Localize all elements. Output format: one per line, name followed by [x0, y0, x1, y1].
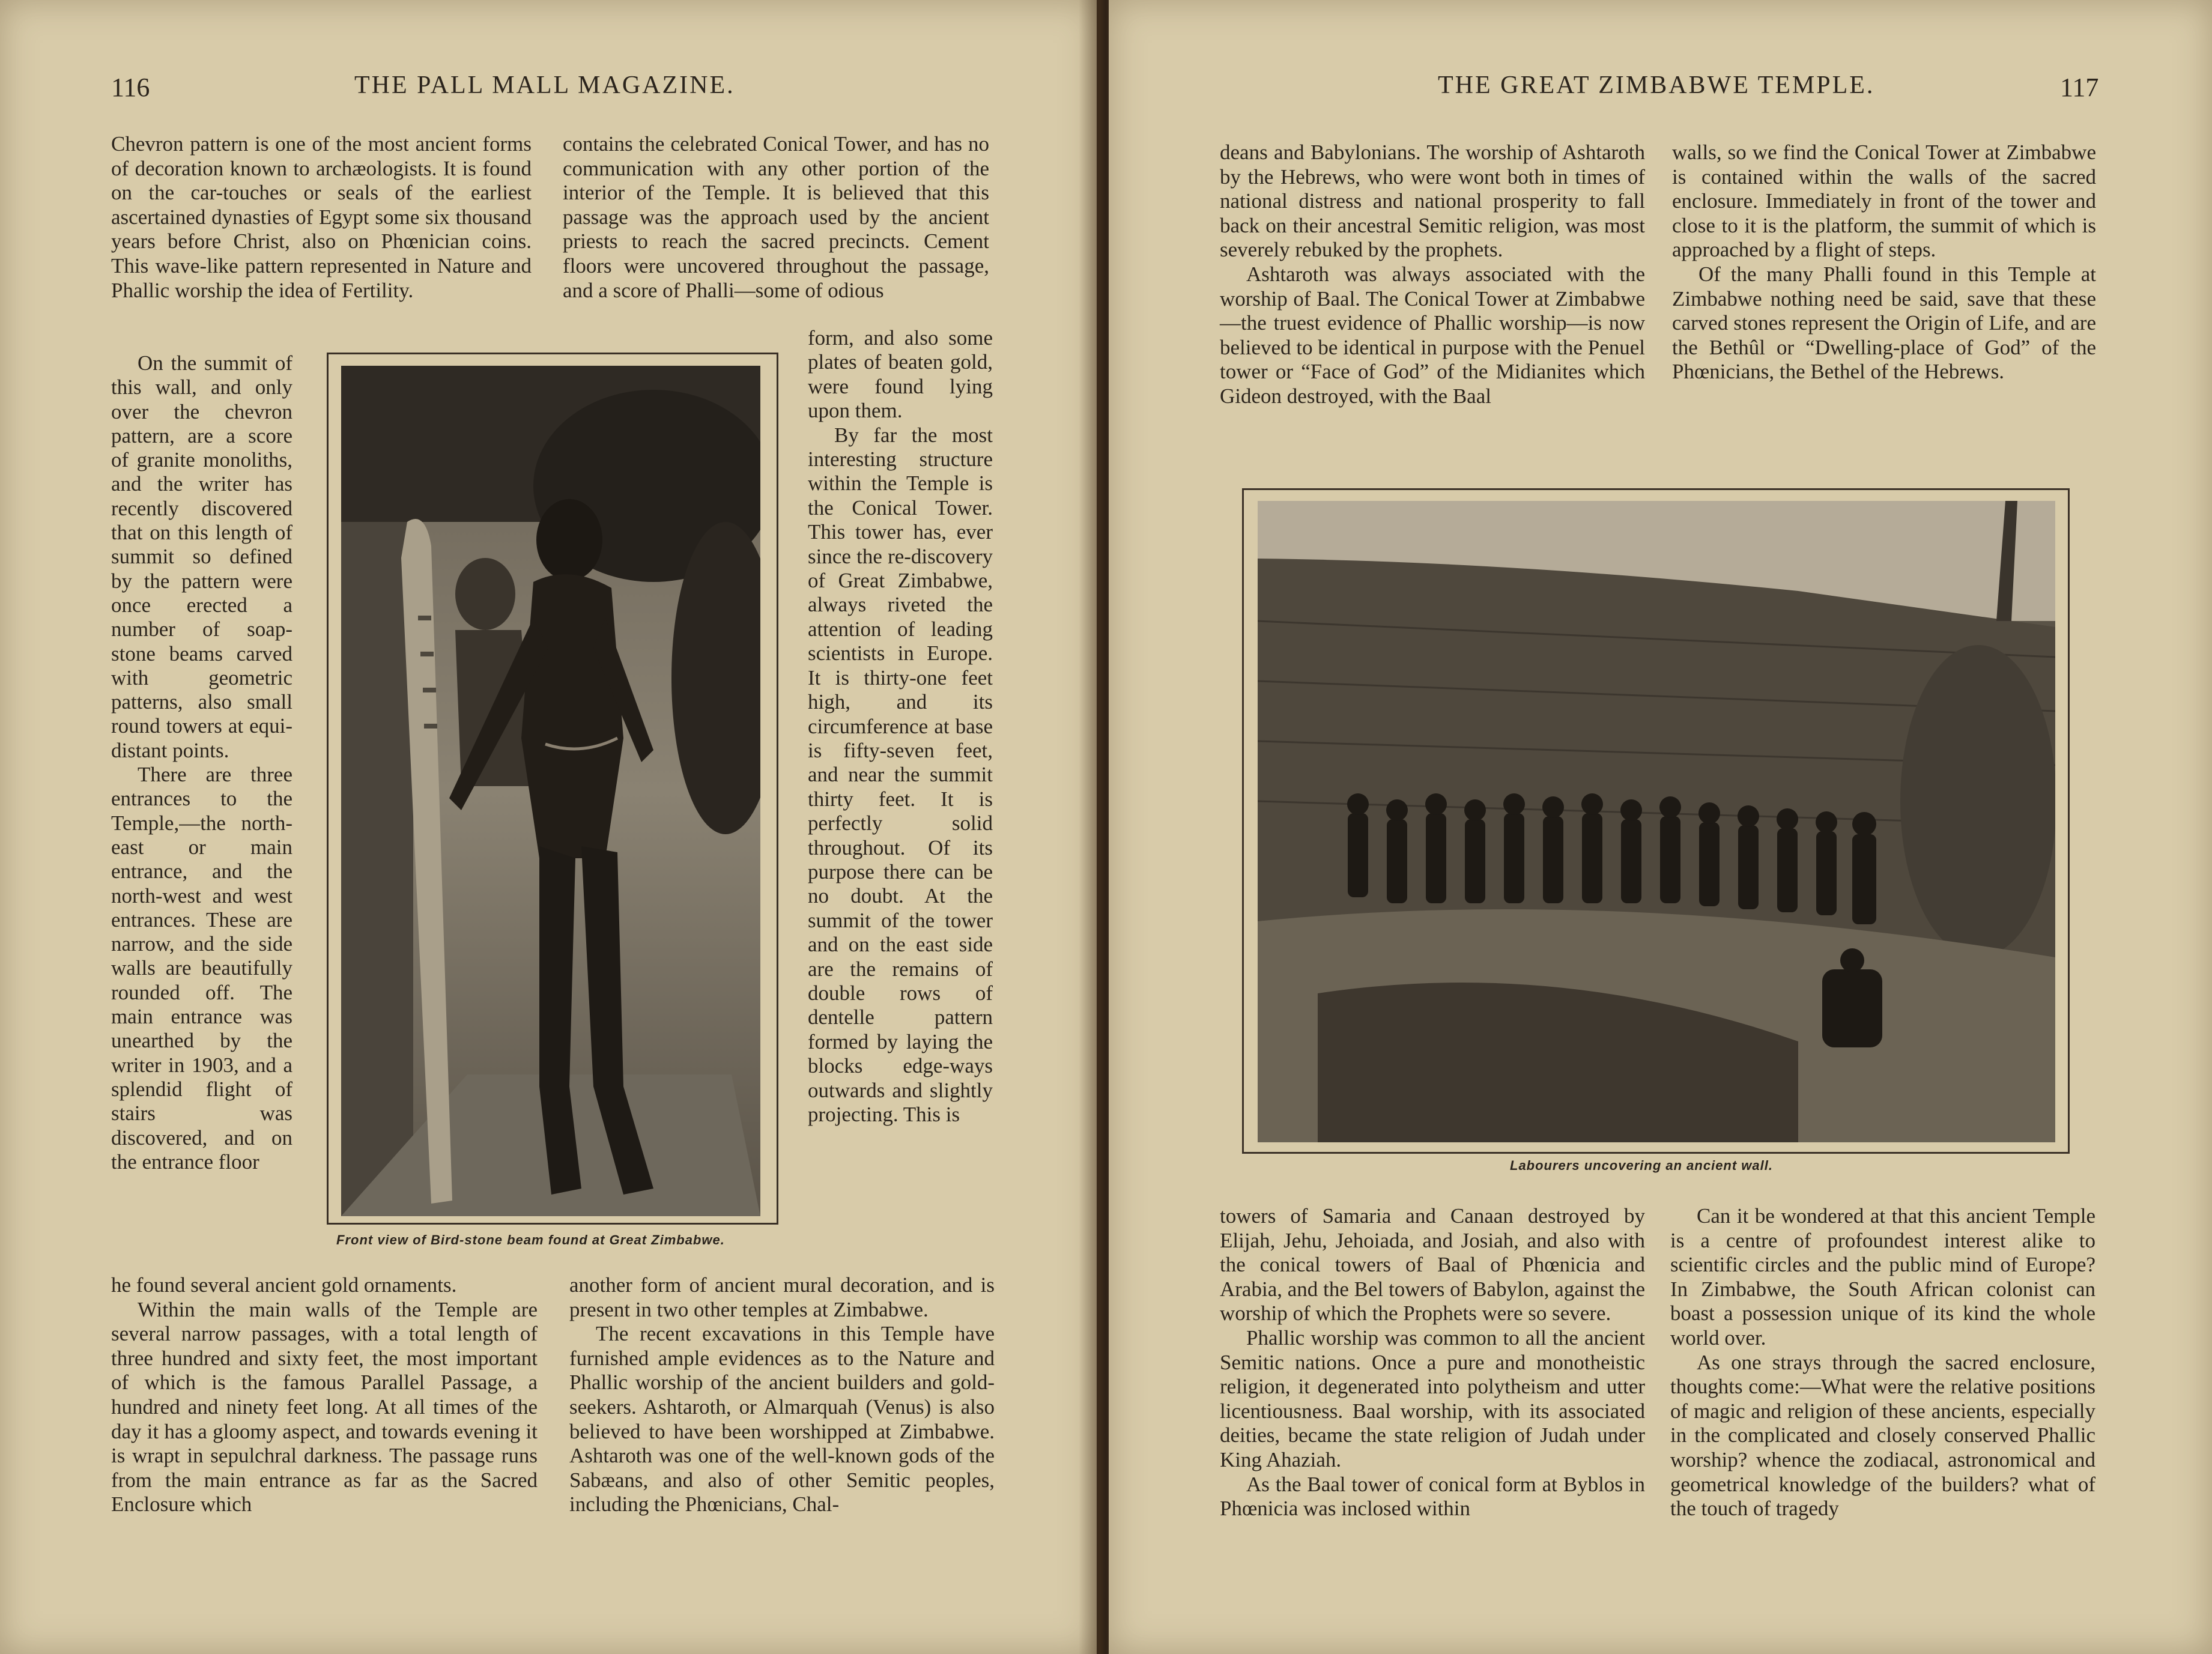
right-page [1109, 0, 2212, 1654]
figure-caption: Labourers uncovering an ancient wall. [1510, 1158, 1773, 1173]
figure-photo-labourers [1258, 501, 2055, 1142]
paragraph: There are three entrances to the Temple,—the north-east or main entrance, and the north-west and west entrances. These are narrow, and the side walls are beautifully rounded off. The main entrance was unearthed by the writer in 1903, and a splendid flight of stairs was discovered, and on the entrance floor [111, 763, 292, 1174]
left-col1-top [111, 132, 532, 303]
figure-photo-bird-stone-beam [341, 366, 760, 1216]
paragraph: Can it be wondered at that this ancient Temple is a centre of profoundest interest alike to scientific circles and the public mind of Europe? In Zimbabwe, the South African colonist can boast a possession unique of its kind the whole world over. [1670, 1204, 2095, 1350]
left-page [0, 0, 1097, 1654]
page-number: 116 [111, 73, 150, 102]
paragraph: On the summit of this wall, and only over the chevron pattern, are a score of granite monoliths, and the writer has recently discovered that on this length of summit so defined by the pattern were once erected a number of soap-stone beams carved with geometric patterns, also small round towers at equi-distant points. [111, 351, 292, 762]
paragraph: Ashtaroth was always associated with the worship of Baal. The Conical Tower at Zimbabwe—the truest evidence of Phallic worship—is now believed to be identical in purpose with the Penuel tower or “Face of God” of the Midianites which Gideon destroyed, with the Baal [1220, 262, 1645, 408]
paragraph: The recent excavations in this Temple have furnished ample evidences as to the Nature and Phallic worship of the ancient builders and gold-seekers. Ashtaroth, or Almarquah (Venus) is also believed to have been worshipped at Zimbabwe. Ashtaroth was one of the well-known gods of the Sabæans, and also of other Semitic peoples, including the Phœnicians, Chal- [569, 1322, 995, 1516]
paragraph: Phallic worship was common to all the ancient Semitic nations. Once a pure and monotheistic religion, it degenerated into polytheism and utter licentiousness. Baal worship, with its associated deities, became the state religion of Judah under King Ahaziah. [1220, 1325, 1645, 1471]
paragraph: towers of Samaria and Canaan destroyed by Elijah, Jehu, Jehoiada, and Josiah, and also with the conical towers of Baal of Phœnicia and Arabia, and the Bel towers of Babylon, against the worship of which the Prophets were so severe. [1220, 1204, 1645, 1325]
right-col1-bottom [1220, 1204, 1645, 1521]
paragraph: By far the most interesting structure within the Temple is the Conical Tower. This tower has, ever since the re-discovery of Great Zimbabwe, always riveted the attention of leading scientists in Europe. It is thirty-one feet high, and its circumference at base is fifty-seven feet, and near the summit thirty feet. It is perfectly solid throughout. Of its purpose there can be no doubt. At the summit of the tower and on the east side are the remains of double rows of dentelle pattern formed by laying the blocks edge-ways outwards and slightly projecting. This is [808, 423, 993, 1126]
paragraph: another form of ancient mural decoration, and is present in two other temples at Zimbabwe. [569, 1273, 995, 1321]
page-number: 117 [2060, 73, 2099, 102]
paragraph: deans and Babylonians. The worship of Ashtaroth by the Hebrews, who were wont both in times of national distress and national prosperity to fall back on their ancestral Semitic religion, was most severely rebuked by the prophets. [1220, 141, 1645, 262]
paragraph: he found several ancient gold ornaments. [111, 1273, 457, 1297]
running-head: THE GREAT ZIMBABWE TEMPLE. [1438, 71, 1875, 99]
left-col1-bottom [111, 1273, 538, 1517]
left-col2-top [563, 132, 989, 303]
left-col2-narrow [808, 326, 993, 1127]
paragraph: walls, so we find the Conical Tower at Zimbabwe is contained within the walls of the sacred enclosure. Immediately in front of the tower and close to it is the platform, the summit of which is approached by a flight of steps. [1672, 141, 2096, 262]
paragraph: As one strays through the sacred enclosure, thoughts come:—What were the relative positions of magic and religion of these ancients, especially in the complicated and closely conserved Phallic worship? whence the zodiacal, astronomical and geometrical knowledge of the builders? what of the touch of tragedy [1670, 1350, 2095, 1521]
photo-illustration [1258, 501, 2055, 1142]
paragraph: Chevron pattern is one of the most ancient forms of decoration known to archæologists. It is found on the car-touches or seals of the earliest ascertained dynasties of Egypt some six thousand years before Christ, also on Phœnician coins. This wave-like pattern represented in Nature and Phallic worship the idea of Fertility. [111, 132, 532, 302]
right-col2-bottom [1670, 1204, 2095, 1521]
paragraph: Within the main walls of the Temple are several narrow passages, with a total length of three hundred and sixty feet, the most important of which is the famous Parallel Passage, a hundred and ninety feet long. At all times of the day it has a gloomy aspect, and towards evening it is wrapt in sepulchral darkness. The passage runs from the main entrance as far as the Sacred Enclosure which [111, 1297, 538, 1516]
running-head: THE PALL MALL MAGAZINE. [354, 71, 735, 99]
paragraph: Of the many Phalli found in this Temple at Zimbabwe nothing need be said, save that these carved stones represent the Origin of Life, and are the Bethûl or “Dwelling-place of God” of the Phœnicians, the Bethel of the Hebrews. [1672, 262, 2096, 384]
figure-caption: Front view of Bird-stone beam found at Great Zimbabwe. [336, 1232, 725, 1247]
left-col1-narrow [111, 351, 292, 1174]
left-col2-bottom [569, 1273, 995, 1517]
paragraph: contains the celebrated Conical Tower, and has no communication with any other portion of the interior of the Temple. It is believed that this passage was the approach used by the ancient priests to reach the sacred precincts. Cement floors were uncovered throughout the passage, and a score of Phalli—some of odious [563, 132, 989, 302]
paragraph: As the Baal tower of conical form at Byblos in Phœnicia was inclosed within [1220, 1472, 1645, 1521]
photo-illustration [341, 366, 760, 1216]
right-col2-top [1672, 141, 2096, 384]
right-col1-top [1220, 141, 1645, 409]
paragraph: form, and also some plates of beaten gold, were found lying upon them. [808, 326, 993, 423]
